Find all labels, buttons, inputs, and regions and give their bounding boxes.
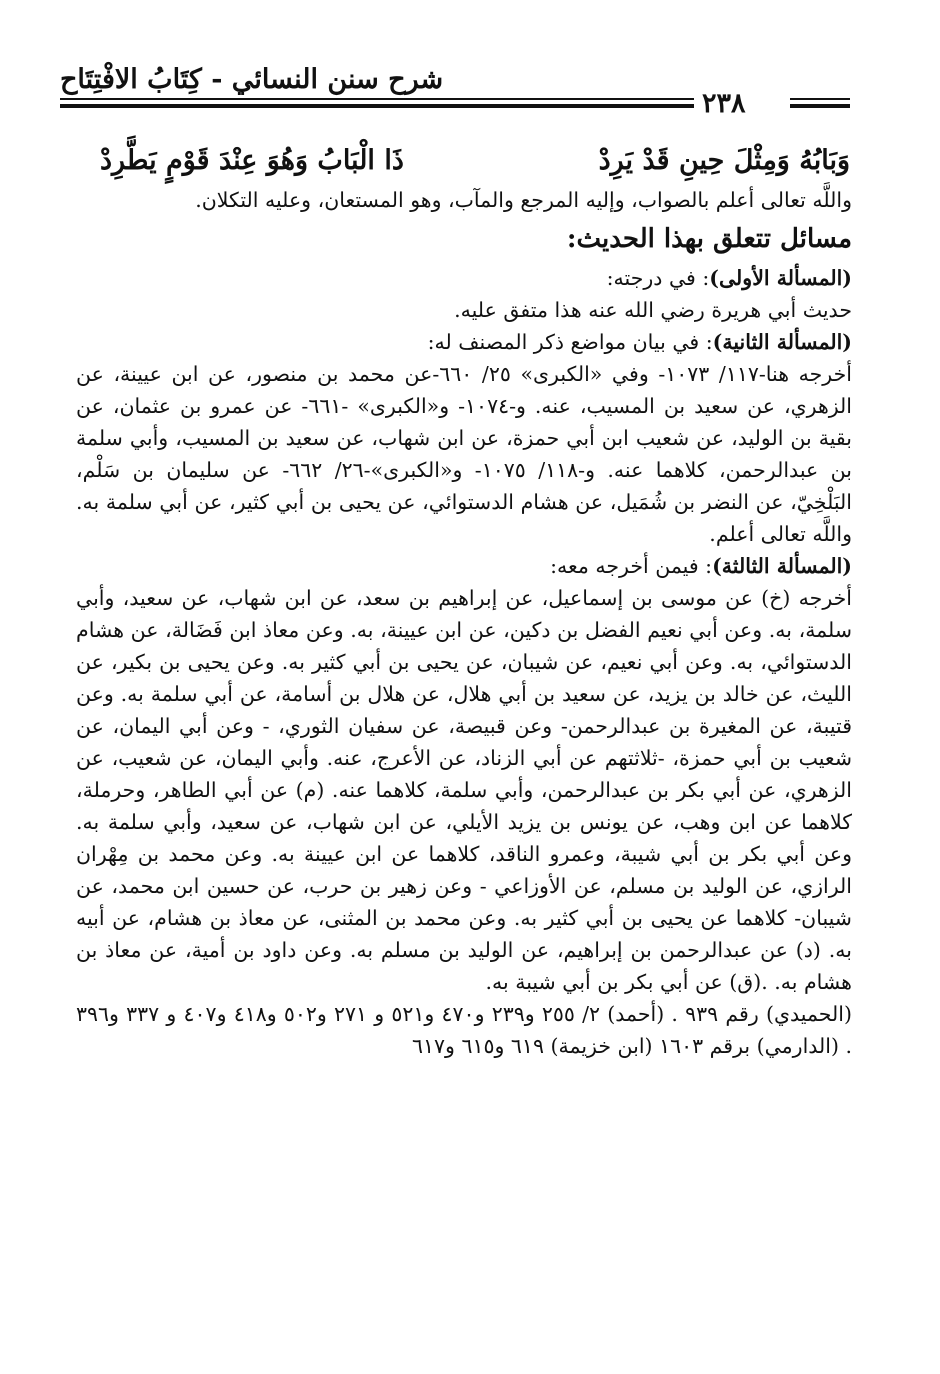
issue2-title: [76, 326, 852, 358]
header-rule-bottom: [60, 104, 694, 108]
header-rule-top: [60, 98, 694, 100]
page-number-rule: [790, 104, 850, 108]
issue2-text: : في بيان مواضع ذكر المصنف له:: [427, 330, 713, 354]
issue2-body: أخرجه هنا-١١٧/ ١٠٧٣- وفي «الكبرى» ٢٥/ ٦٦٠-عن محمد بن منصور، عن ابن عيينة، عن الزهري، عن سعيد بن المسيب، عنه. و-١٠٧٤- و«الكبرى» -٦٦١- عن عمرو بن عثمان، عن بقية بن الوليد، عن شعيب ابن أبي حمزة، عن ابن شهاب، عن سعيد بن المسيب، وأبي سلمة بن عبدالرحمن، كلاهما عنه. و-١١٨/ ١٠٧٥- و«الكبرى»-٢٦/ ٦٦٢- عن سليمان بن سَلْم، البَلْخِيّ، عن النضر بن شُمَيل، عن هشام الدستوائي، عن يحيى بن أبي كثير، عن أبي سلمة به. واللَّه تعالى أعلم.: [76, 362, 853, 546]
issue1-label: (المسألة الأولى): [709, 266, 852, 290]
poetry-verse: [76, 138, 852, 184]
issue1-body: حديث أبي هريرة رضي الله عنه هذا متفق عليه.: [454, 298, 852, 322]
verse-right-hemistich: وَبَابُهُ وَمِثْلَ حِينِ قَدْ يَرِدْ: [598, 145, 850, 176]
running-title: شرح سنن النسائي - كِتَابُ الافْتِتَاح: [60, 64, 444, 95]
issue3-body: أخرجه (خ) عن موسى بن إسماعيل، عن إبراهيم بن سعد، عن ابن شهاب، عن سعيد، وأبي سلمة، به. وعن أبي نعيم الفضل بن دكين، عن ابن عيينة، به. وعن معاذ ابن فَضَالة، عن هشام الدستوائي، به. وعن أبي نعيم، عن شيبان، عن يحيى بن أبي كثير به. وعن يحيى بن بكير، عن الليث، عن خالد بن يزيد، عن سعيد بن أبي هلال، عن هلال بن أسامة، عن أبي سلمة به. وعن قتيبة، عن المغيرة بن عبدالرحمن- وعن قبيصة، عن سفيان الثوري، - وعن أبي اليمان، عن شعيب بن أبي حمزة، -ثلاثتهم عن أبي الزناد، عن الأعرج، عنه. وأبي اليمان، عن شعيب، عن الزهري، عن أبي بكر بن عبدالرحمن، وأبي سلمة، كلاهما عنه. (م) عن أبي الطاهر، وحرملة، كلاهما عن ابن وهب، عن يونس بن يزيد الأيلي، عن ابن شهاب، عن سعيد، وأبي سلمة به. وعن أبي بكر بن أبي شيبة، وعمرو الناقد، كلاهما عن ابن عيينة به. وعن محمد بن مِهْران الرازي، عن الوليد بن مسلم، عن الأوزاعي - وعن زهير بن حرب، عن حسين ابن محمد، عن شيبان- كلاهما عن يحيى بن أبي كثير به. وعن محمد بن المثنى، عن معاذ بن هشام، عن أبيه به. (د) عن عبدالرحمن بن إبراهيم، عن الوليد بن مسلم به. وعن داود بن أمية، عن معاذ بن هشام به. .(ق) عن أبي بكر بن أبي شيبة به.: [76, 586, 852, 994]
issue1-title: [76, 262, 852, 294]
closing-formula: واللَّه تعالى أعلم بالصواب، وإليه المرجع والمآب، وهو المستعان، وعليه التكلان.: [195, 188, 852, 212]
page-body: [76, 138, 852, 1062]
page-number-rule-top: [790, 98, 850, 100]
verse-left-hemistich: ذَا الْبَابُ وَهُوَ عِنْدَ قَوْمٍ يَطَّرِدْ: [100, 145, 404, 176]
issue1-text: : في درجته:: [606, 266, 710, 290]
issue3-label: (المسألة الثالثة): [712, 554, 852, 578]
issue3-title: [76, 550, 852, 582]
issue3-references: (الحميدي) رقم ٩٣٩ . (أحمد) ٢/ ٢٥٥ و٢٣٩ و٤٧٠ و٥٢١ و ٢٧١ و٥٠٢ و٤١٨ و٤٠٧ و ٣٣٧ و٣٩٦ . (الدارمي) برقم ١٦٠٣ (ابن خزيمة) ٦١٩ و٦١٥ و٦١٧: [76, 1002, 852, 1058]
page-number: ٢٣٨: [702, 88, 746, 119]
issue3-text: : فيمن أخرجه معه:: [550, 554, 713, 578]
issue2-label: (المسألة الثانية): [712, 330, 852, 354]
section-heading: مسائل تتعلق بهذا الحديث:: [566, 224, 852, 254]
